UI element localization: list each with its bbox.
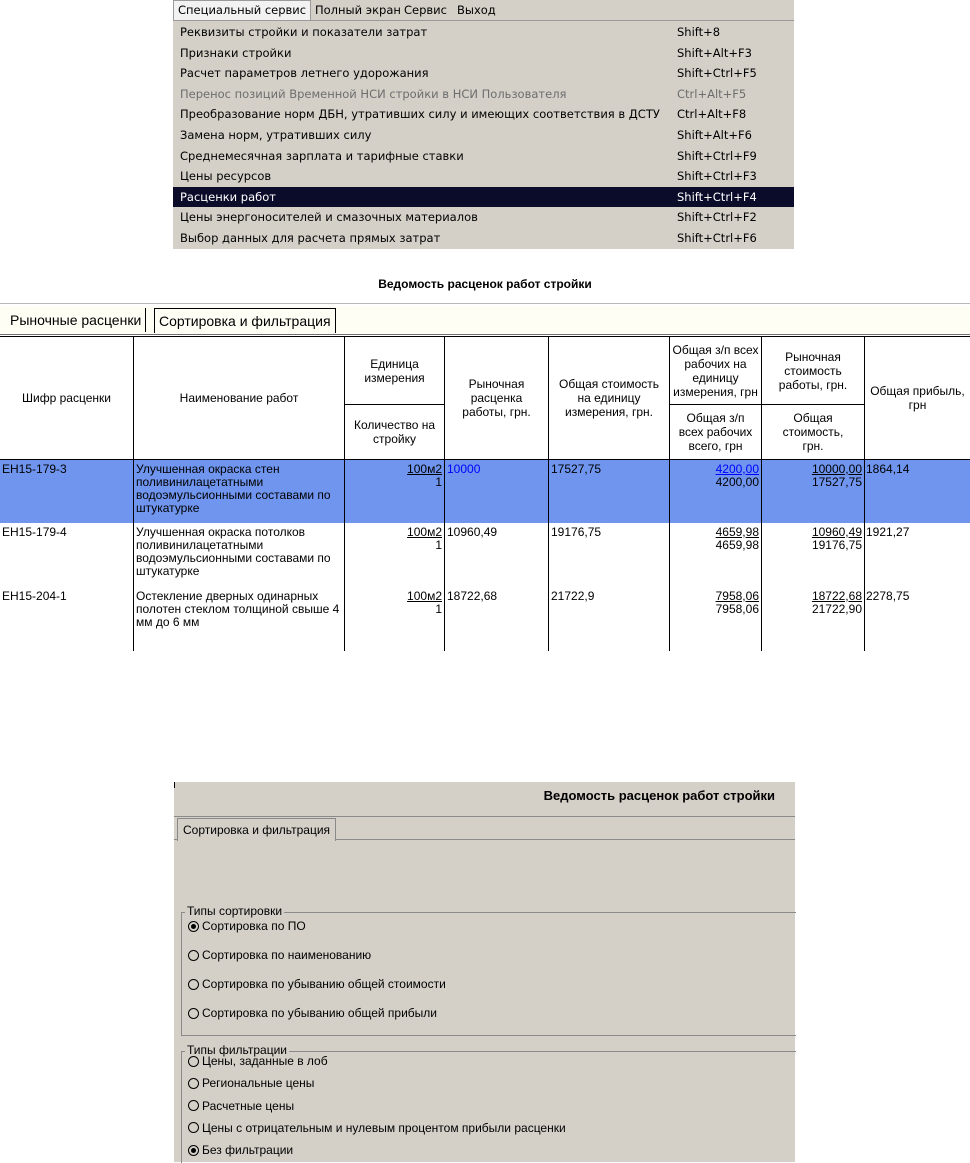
menu-item-label: Цены ресурсов — [180, 169, 272, 184]
radio-checked-icon[interactable] — [188, 1145, 199, 1156]
cell-market-rate[interactable]: 18722,68 — [447, 589, 498, 603]
filter-option[interactable] — [188, 1052, 328, 1070]
column-divider — [761, 459, 762, 651]
radio-unchecked-icon[interactable] — [188, 1008, 199, 1019]
filter-option-label: Расчетные цены — [202, 1098, 295, 1113]
header-divider — [345, 404, 445, 405]
menu-item-work-rates[interactable] — [173, 187, 794, 207]
cell-qty: 1 — [435, 475, 442, 489]
filter-header — [174, 782, 795, 816]
cell-qty: 1 — [435, 538, 442, 552]
cell-total-unit-cost: 21722,9 — [551, 589, 595, 603]
menu-item-summer-cost[interactable] — [173, 63, 794, 83]
menu-bar — [173, 0, 794, 20]
menu-item-label: Расценки работ — [180, 189, 276, 204]
menu-item-shortcut: Ctrl+Alt+F8 — [677, 107, 747, 122]
menu-bar-full-screen[interactable]: Полный экран — [315, 3, 401, 17]
menu-item-label: Преобразование норм ДБН, утративших силу и имеющих соответствия в ДСТУ — [180, 107, 660, 122]
menu-item-label: Признаки стройки — [180, 45, 292, 60]
menu-item-average-salary[interactable] — [173, 146, 794, 166]
cell-wage-total: 4659,98 — [715, 538, 759, 552]
cell-wage-unit[interactable]: 4659,98 — [715, 525, 759, 539]
sort-option-label: Сортировка по убыванию общей стоимости — [202, 977, 446, 991]
menu-item-label: Выбор данных для расчета прямых затрат — [180, 231, 441, 245]
menu-item-replace-norms[interactable] — [173, 125, 794, 145]
column-divider — [344, 459, 345, 651]
sort-option-label: Сортировка по ПО — [202, 919, 306, 933]
menu-item-shortcut: Shift+Ctrl+F6 — [677, 231, 757, 245]
menu-item-shortcut: Shift+Ctrl+F4 — [677, 189, 757, 204]
cell-unit[interactable]: 100м2 — [407, 462, 442, 476]
cell-wage-total: 4200,00 — [715, 475, 759, 489]
filter-types-group — [181, 1043, 796, 1163]
header-divider — [670, 404, 865, 405]
column-header-total-unit-cost[interactable]: Общая стоимость на единицу измерения, грн. — [549, 337, 670, 459]
menu-item-shortcut: Ctrl+Alt+F5 — [677, 86, 747, 101]
cell-wage-unit[interactable]: 7958,06 — [715, 589, 759, 603]
cell-total-cost: 17527,75 — [811, 475, 862, 489]
sort-filter-view — [174, 782, 795, 1162]
cell-total-cost: 19176,75 — [811, 538, 862, 552]
menu-item-direct-costs[interactable] — [173, 228, 794, 248]
column-header-market-rate[interactable]: Рыночная расценка работы, грн. — [445, 337, 549, 459]
filter-option-label: Цены, заданные в лоб — [202, 1054, 328, 1068]
tab-sort-filter[interactable]: Сортировка и фильтрация — [154, 308, 336, 333]
sort-types-group — [181, 904, 796, 1036]
menu-item-shortcut: Shift+Ctrl+F3 — [677, 169, 757, 184]
menu-item-shortcut: Shift+Ctrl+F2 — [677, 210, 757, 225]
cell-total-cost: 21722,90 — [811, 602, 862, 616]
filter-option[interactable] — [188, 1119, 566, 1137]
menu-item-requisites[interactable] — [173, 22, 794, 42]
radio-unchecked-icon[interactable] — [188, 979, 199, 990]
filter-option-label: Региональные цены — [202, 1076, 315, 1091]
menu-item-label: Среднемесячная зарплата и тарифные ставки — [180, 148, 464, 163]
sort-option[interactable] — [188, 946, 371, 964]
cell-profit: 1921,27 — [866, 525, 910, 539]
filter-option-label: Цены с отрицательным и нулевым процентом прибыли расценки — [202, 1120, 566, 1135]
tab-market-rates[interactable]: Рыночные расценки — [6, 308, 146, 332]
column-divider — [444, 459, 445, 651]
cell-profit: 2278,75 — [866, 589, 910, 603]
menu-bar-special-service[interactable]: Специальный сервис — [173, 0, 311, 20]
cell-wage-unit[interactable]: 4200,00 — [715, 462, 759, 476]
sort-option-label: Сортировка по убыванию общей прибыли — [202, 1006, 437, 1020]
cell-qty: 1 — [435, 602, 442, 616]
filter-option[interactable] — [188, 1097, 294, 1115]
cell-total-unit-cost: 17527,75 — [551, 462, 602, 476]
radio-unchecked-icon[interactable] — [188, 1056, 199, 1067]
column-header-profit[interactable]: Общая прибыль, грн — [870, 384, 965, 412]
tab-sort-filter[interactable]: Сортировка и фильтрация — [177, 818, 336, 841]
menu-item-construction-attributes[interactable] — [173, 43, 794, 63]
column-header-name[interactable]: Наименование работ — [134, 337, 345, 459]
column-divider — [669, 459, 670, 651]
cell-name: Улучшенная окраска потолков поливинилацетатными водоэмульсионными составами по штукатурке — [136, 525, 331, 578]
menu-item-label: Реквизиты стройки и показатели затрат — [180, 25, 428, 39]
menu-item-label: Перенос позиций Временной НСИ стройки в НСИ Пользователя — [180, 86, 567, 101]
cell-market-rate[interactable]: 10960,49 — [447, 525, 498, 539]
filter-option-label: Без фильтрации — [202, 1143, 294, 1158]
column-header-total-cost[interactable]: Общая стоимость, грн. — [762, 404, 865, 459]
cell-name: Улучшенная окраска стен поливинилацетатными водоэмульсионными составами по штукатурке — [136, 462, 331, 515]
column-divider — [548, 459, 549, 651]
cell-code: ЕН15-204-1 — [2, 589, 67, 603]
sort-option[interactable] — [188, 917, 306, 935]
menu-item-shortcut: Shift+Alt+F6 — [677, 128, 752, 142]
radio-checked-icon[interactable] — [188, 921, 199, 932]
cell-total-unit-cost: 19176,75 — [551, 525, 602, 539]
cell-code: ЕН15-179-3 — [2, 462, 67, 476]
cell-profit: 1864,14 — [866, 462, 910, 476]
page-title: Ведомость расценок работ стройки — [378, 277, 592, 291]
menu-item-resource-prices[interactable] — [173, 166, 794, 186]
cell-name: Остекление дверных одинарных полотен стеклом толщиной свыше 4 мм до 6 мм — [136, 589, 340, 629]
divider — [0, 303, 970, 304]
column-header-market-cost[interactable]: Рыночная стоимость работы, грн. — [762, 337, 865, 404]
group-legend: Типы фильтрации — [187, 1043, 287, 1057]
menu-item-shortcut: Shift+Alt+F3 — [677, 45, 752, 60]
cell-market-cost[interactable]: 10000,00 — [811, 462, 862, 476]
menu-item-shortcut: Shift+8 — [677, 25, 721, 39]
tab-strip — [0, 306, 970, 335]
cell-market-cost[interactable]: 10960,49 — [811, 525, 862, 539]
filter-option[interactable] — [188, 1074, 314, 1092]
menu-item-convert-norms[interactable] — [173, 104, 794, 124]
rates-table — [0, 336, 970, 651]
radio-unchecked-icon[interactable] — [188, 1122, 199, 1133]
sort-option[interactable] — [188, 975, 446, 993]
menu-item-label: Цены энергоносителей и смазочных материалов — [180, 210, 478, 225]
menu-item-shortcut: Shift+Ctrl+F9 — [677, 148, 757, 163]
column-divider — [864, 459, 865, 651]
column-header-unit[interactable]: Единица измерения — [345, 337, 445, 404]
cell-code: ЕН15-179-4 — [2, 525, 67, 539]
page-title: Ведомость расценок работ стройки — [543, 788, 775, 803]
menu-item-transfer-positions — [173, 84, 794, 104]
column-header-wage-total[interactable]: Общая з/п всех рабочих всего, грн — [670, 404, 762, 459]
menu-item-label: Замена норм, утративших силу — [180, 128, 372, 142]
menu-bar-service[interactable]: Сервис — [404, 3, 447, 17]
menu-bar-exit[interactable]: Выход — [457, 3, 496, 17]
filter-option[interactable] — [188, 1141, 293, 1159]
menu-item-label: Расчет параметров летнего удорожания — [180, 66, 429, 81]
menu-item-energy-prices[interactable] — [173, 207, 794, 227]
radio-unchecked-icon[interactable] — [188, 1100, 199, 1111]
sort-option-label: Сортировка по наименованию — [202, 948, 372, 962]
column-divider — [133, 459, 134, 651]
cell-market-cost[interactable]: 18722,68 — [811, 589, 862, 603]
cell-unit[interactable]: 100м2 — [407, 589, 442, 603]
group-legend: Типы сортировки — [187, 904, 283, 918]
special-service-menu — [173, 0, 794, 249]
cell-wage-total: 7958,06 — [715, 602, 759, 616]
cell-unit[interactable]: 100м2 — [407, 525, 442, 539]
dropdown-menu — [173, 20, 794, 249]
column-header-qty[interactable]: Количество на стройку — [345, 404, 445, 459]
radio-unchecked-icon[interactable] — [188, 1078, 199, 1089]
column-header-wage-unit[interactable]: Общая з/п всех рабочих на единицу измерения, грн — [670, 337, 762, 404]
radio-unchecked-icon[interactable] — [188, 950, 199, 961]
sort-option[interactable] — [188, 1004, 437, 1022]
price-list-view — [0, 270, 970, 650]
menu-item-shortcut: Shift+Ctrl+F5 — [677, 66, 757, 81]
column-header-code[interactable]: Шифр расценки — [0, 337, 134, 459]
cell-market-rate[interactable]: 10000 — [447, 462, 481, 476]
tab-strip — [174, 816, 795, 840]
